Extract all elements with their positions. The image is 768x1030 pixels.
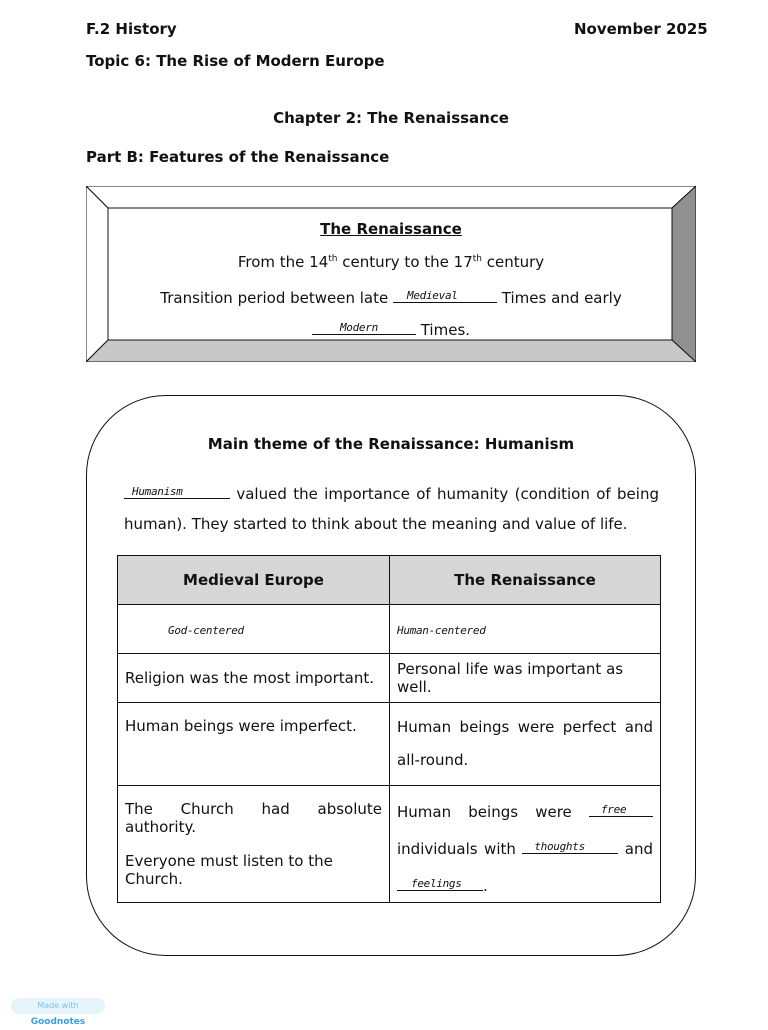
handwritten-answer: God-centered [168,624,244,637]
course-label: F.2 History [86,20,177,38]
row4-right-line1: Human beings were free [397,800,653,821]
handwritten-answer: feelings [411,877,462,890]
handwritten-answer: Medieval [407,289,458,302]
table-cell [390,605,661,654]
humanism-paragraph-line1: Humanism valued the importance of humanity (condition of being [124,482,659,503]
header-medieval: Medieval Europe [118,556,390,605]
table-cell [390,786,661,903]
comparison-table [117,555,661,903]
row4-right-line3: feelings . [397,874,653,895]
renaissance-period-line: From the 14th century to the 17th century [237,253,545,271]
humanism-title: Main theme of the Renaissance: Humanism [207,435,575,453]
table-row [118,654,661,703]
answer-blank [397,874,483,891]
table-cell: Human beings were imperfect. [118,703,390,786]
date-label: November 2025 [574,20,708,38]
answer-blank [124,482,230,499]
renaissance-transition-line: Transition period between late Medieval Times and early [86,286,696,307]
table-cell: Human beings were perfect and all-round. [390,703,661,786]
table-header-row [118,556,661,605]
handwritten-answer: Humanism [132,485,183,498]
renaissance-modern-line: Modern Times. [86,318,696,339]
humanism-paragraph-line2: human). They started to think about the meaning and value of life. [124,515,628,533]
answer-blank [589,800,653,817]
topic-title: Topic 6: The Rise of Modern Europe [86,52,385,70]
table-cell: Religion was the most important. [118,654,390,703]
renaissance-title: The Renaissance [320,220,462,238]
header-renaissance: The Renaissance [390,556,661,605]
table-row [118,703,661,786]
renaissance-box [86,186,696,362]
goodnotes-watermark: Made with Goodnotes [11,998,105,1014]
table-row [118,786,661,903]
part-title: Part B: Features of the Renaissance [86,148,390,166]
answer-blank [393,286,497,303]
table-cell [118,605,390,654]
table-cell: The Church had absolute authority. Everyone must listen to the Church. [118,786,390,903]
table-row [118,605,661,654]
handwritten-answer: thoughts [534,840,585,853]
handwritten-answer: Human-centered [397,624,486,637]
chapter-title: Chapter 2: The Renaissance [273,109,509,127]
row4-right-line2: individuals with thoughts and [397,837,653,858]
answer-blank [522,837,618,854]
handwritten-answer: Modern [339,321,378,334]
answer-blank [312,318,416,335]
handwritten-answer: free [600,803,627,816]
table-cell: Personal life was important as well. [390,654,661,703]
